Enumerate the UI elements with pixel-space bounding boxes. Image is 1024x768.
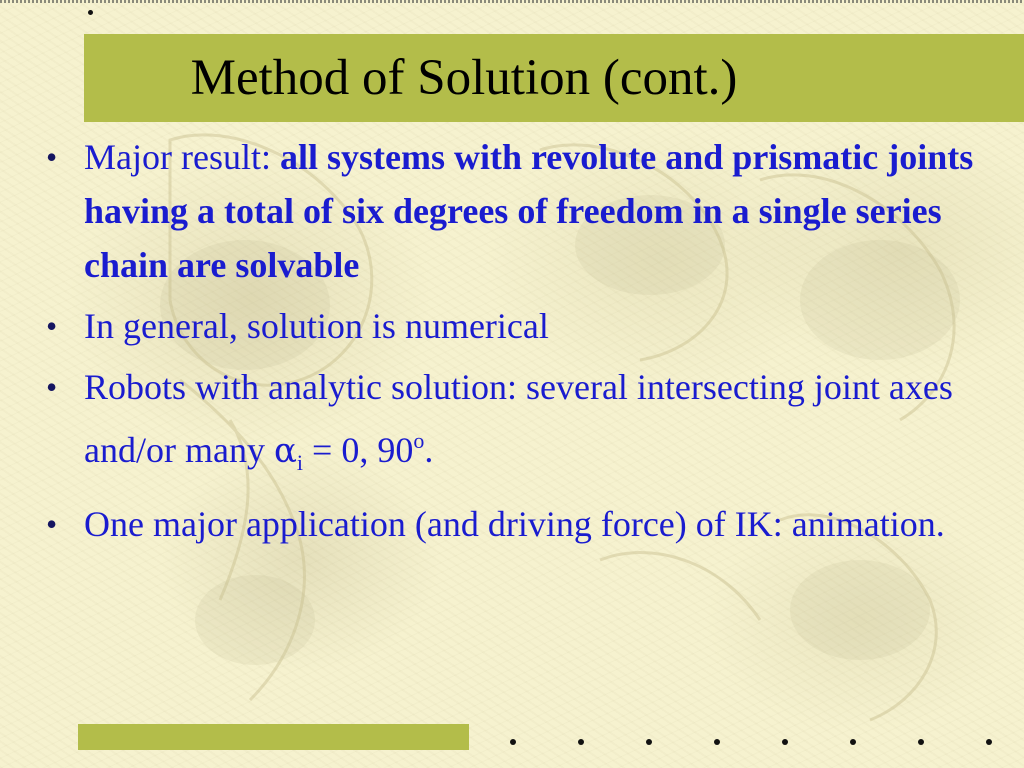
alpha-subscript: i (296, 450, 304, 475)
bullet-text-bold: all systems with revolute and prismatic joints having a total of six degrees of freedom in a single series chain are solvable (84, 137, 974, 285)
degree-superscript: o (413, 428, 425, 453)
bottom-dot (850, 739, 856, 745)
bottom-dot (578, 739, 584, 745)
bullet-list (40, 130, 1010, 558)
bottom-dot (646, 739, 652, 745)
bullet-item-analytic-solution (40, 360, 1010, 490)
bullet-text-regular: Major result: (84, 137, 280, 177)
bullet-item-general-solution (40, 299, 1010, 353)
bullet-marker: • (46, 308, 58, 344)
top-dotted-rule (0, 0, 1024, 3)
bullet-item-major-application (40, 497, 1010, 551)
bullet-marker: • (46, 506, 58, 542)
bullet-marker: • (46, 369, 58, 405)
alpha-symbol: α (273, 431, 297, 471)
bullet-text-before: Robots with analytic solution: several intersecting joint axes and/or many (84, 367, 953, 470)
bullet-marker: • (46, 139, 58, 175)
bottom-dot (986, 739, 992, 745)
bullet-text-middle: = 0, 90 (303, 430, 414, 470)
bottom-dot (510, 739, 516, 745)
bottom-dot (918, 739, 924, 745)
bullet-text: In general, solution is numerical (84, 306, 549, 346)
bullet-text-after: . (424, 430, 434, 470)
bottom-dot (782, 739, 788, 745)
top-dot (88, 10, 93, 15)
bottom-dot-row (510, 739, 990, 747)
slide-title: Method of Solution (cont.) (190, 50, 738, 106)
bullet-item-major-result (40, 130, 1010, 292)
bottom-dot (714, 739, 720, 745)
bullet-text: One major application (and driving force) of IK: animation. (84, 504, 945, 544)
bottom-accent-bar (78, 724, 469, 750)
